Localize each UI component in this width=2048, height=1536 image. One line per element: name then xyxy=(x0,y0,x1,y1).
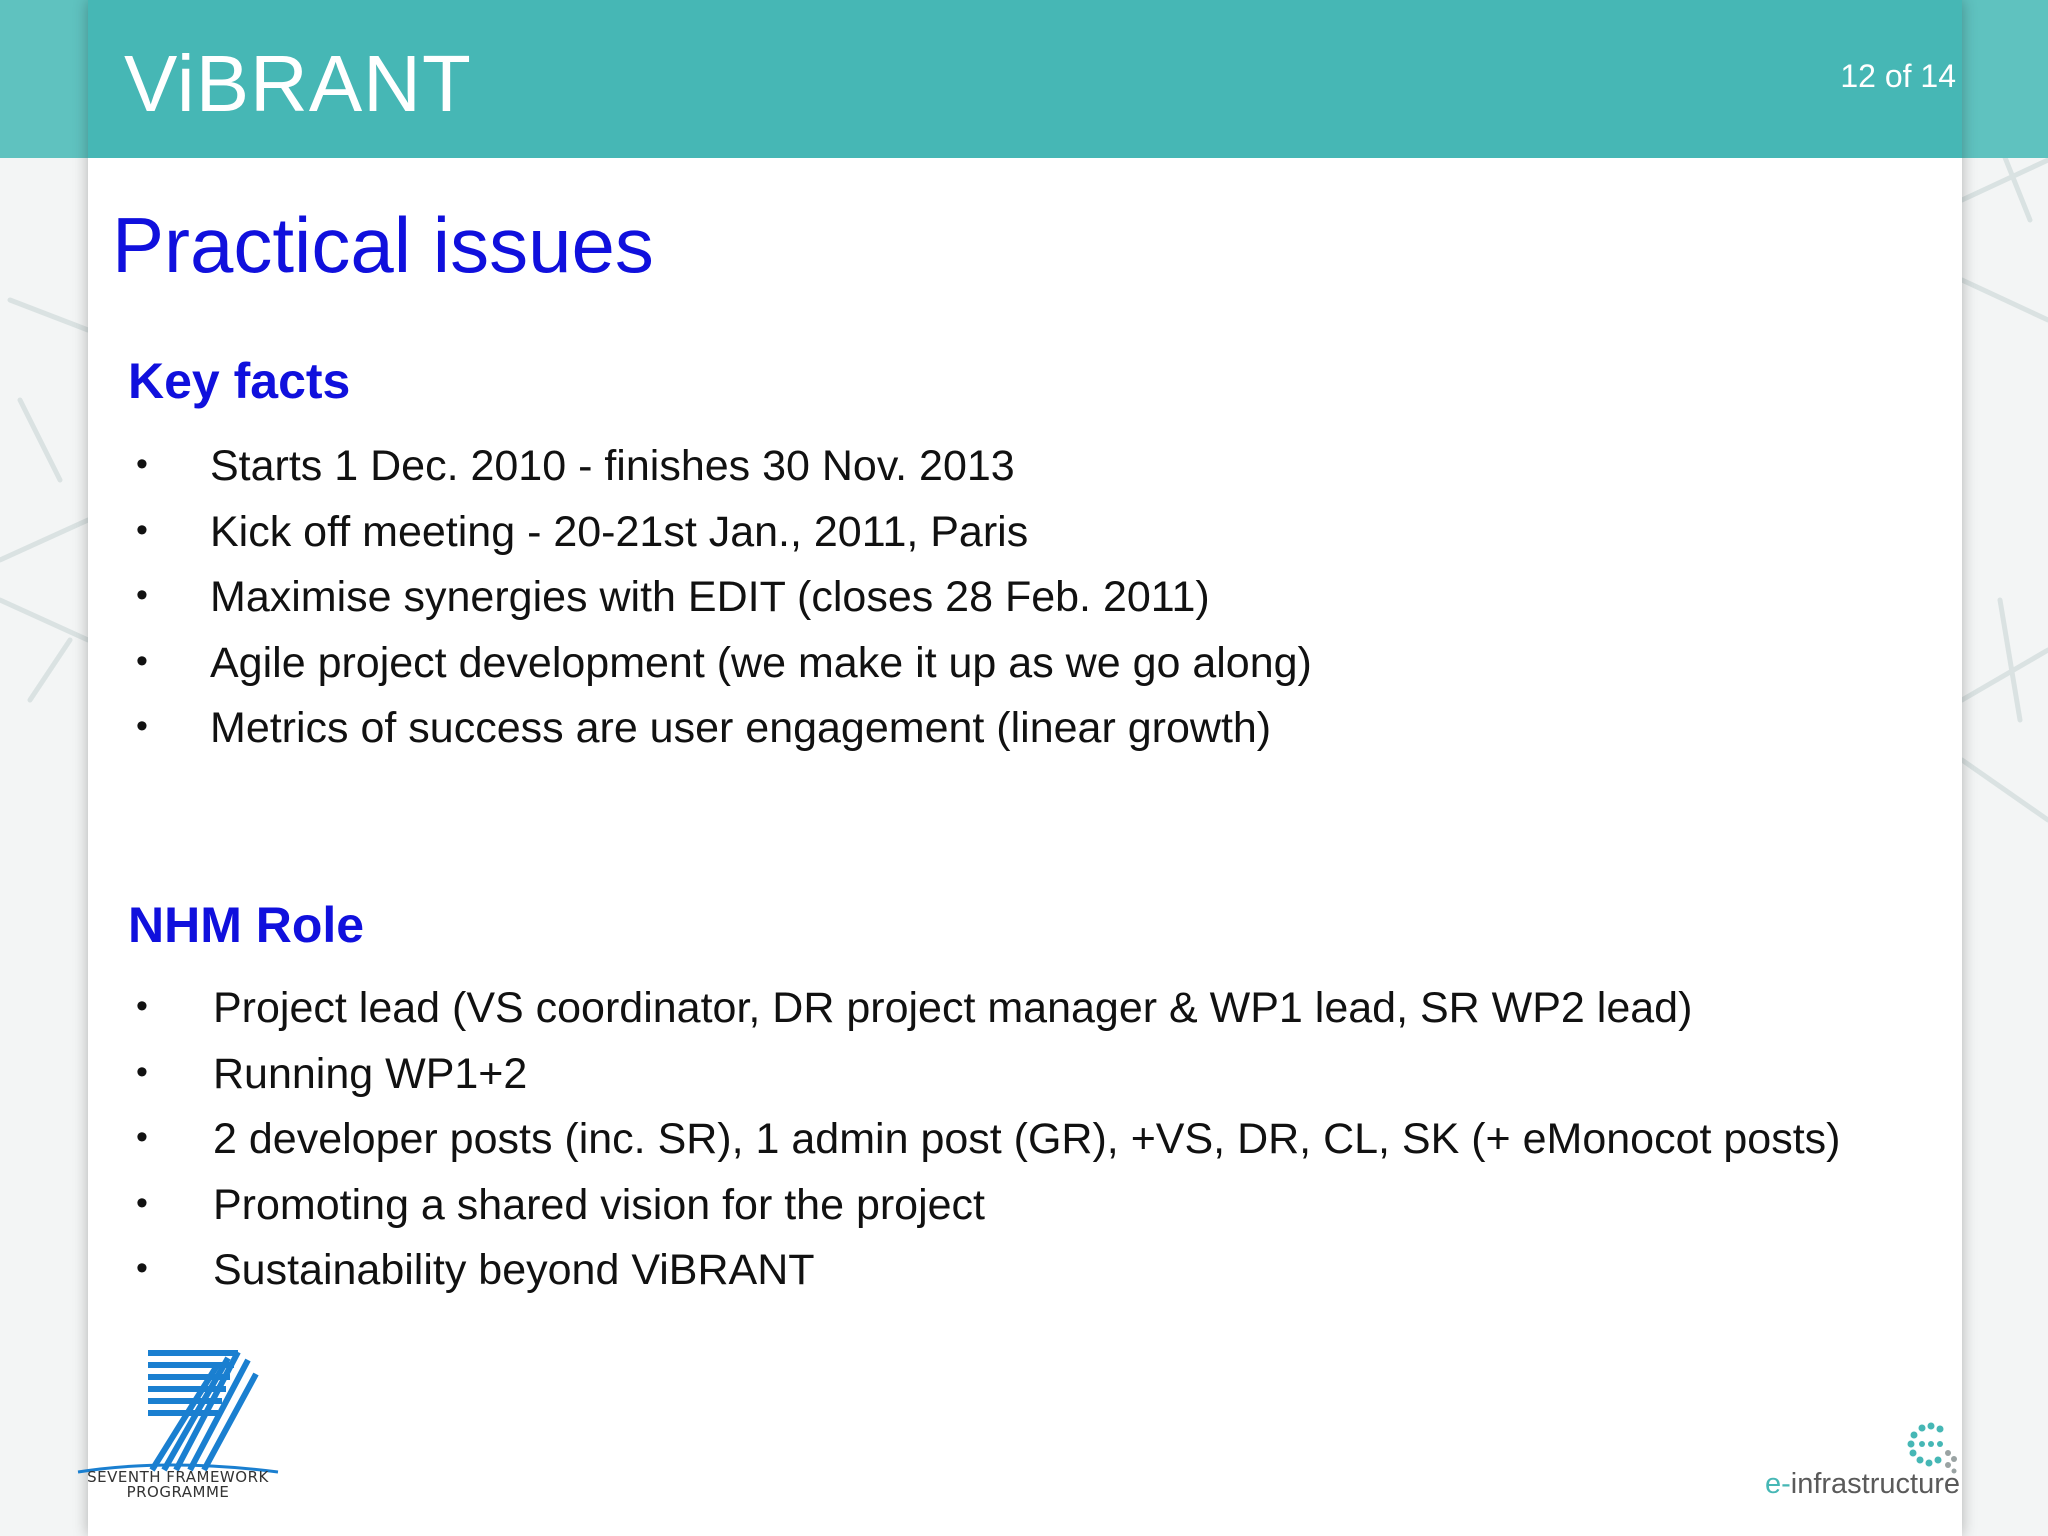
bullet-icon: • xyxy=(136,987,148,1025)
bullet-icon: • xyxy=(136,445,148,483)
section-heading-nhm-role: NHM Role xyxy=(128,897,365,953)
list-item-text: Kick off meeting - 20-21st Jan., 2011, Paris xyxy=(210,507,1029,556)
list-item-text: Starts 1 Dec. 2010 - finishes 30 Nov. 2013 xyxy=(210,442,1015,490)
list-item-text: Project lead (VS coordinator, DR project manager & WP1 lead, SR WP2 lead) xyxy=(213,984,1693,1032)
list-item-text: Promoting a shared vision for the project xyxy=(213,1180,986,1229)
einfrastructure-logo-text xyxy=(1765,1470,1960,1499)
slide xyxy=(88,0,1962,1536)
app-title: ViBRANT xyxy=(124,39,472,128)
bullet-icon: • xyxy=(136,1249,148,1287)
einfrastructure-prefix: e- xyxy=(1764,1468,1791,1500)
einfrastructure-word: infrastructure xyxy=(1790,1468,1960,1500)
list-item-text: Sustainability beyond ViBRANT xyxy=(213,1246,815,1294)
page-counter: 12 of 14 xyxy=(1840,58,1956,94)
list-item-text: Metrics of success are user engagement (linear growth) xyxy=(210,704,1272,752)
fp7-caption-line1: SEVENTH FRAMEWORK xyxy=(87,1468,269,1486)
bullet-icon: • xyxy=(136,1183,148,1222)
bullet-icon: • xyxy=(136,707,148,745)
list-item-text: Agile project development (we make it up as we go along) xyxy=(210,638,1312,687)
list-item-text: 2 developer posts (inc. SR), 1 admin post (GR), +VS, DR, CL, SK (+ eMonocot posts) xyxy=(213,1115,1841,1163)
bullet-icon: • xyxy=(136,510,148,549)
list-item-text: Running WP1+2 xyxy=(213,1049,528,1098)
list-item-text: Maximise synergies with EDIT (closes 28 Feb. 2011) xyxy=(210,573,1210,621)
einfrastructure-dots-icon xyxy=(1900,1415,1960,1475)
bullet-icon: • xyxy=(136,1052,148,1091)
section-heading-key-facts: Key facts xyxy=(128,353,351,409)
bullet-icon: • xyxy=(136,641,148,680)
fp7-caption-line2: PROGRAMME xyxy=(126,1483,230,1501)
bullet-icon: • xyxy=(136,576,148,614)
fp7-caption xyxy=(68,1470,288,1500)
bullet-icon: • xyxy=(136,1118,148,1156)
header-bar xyxy=(88,0,1962,158)
slide-title: Practical issues xyxy=(112,201,654,289)
